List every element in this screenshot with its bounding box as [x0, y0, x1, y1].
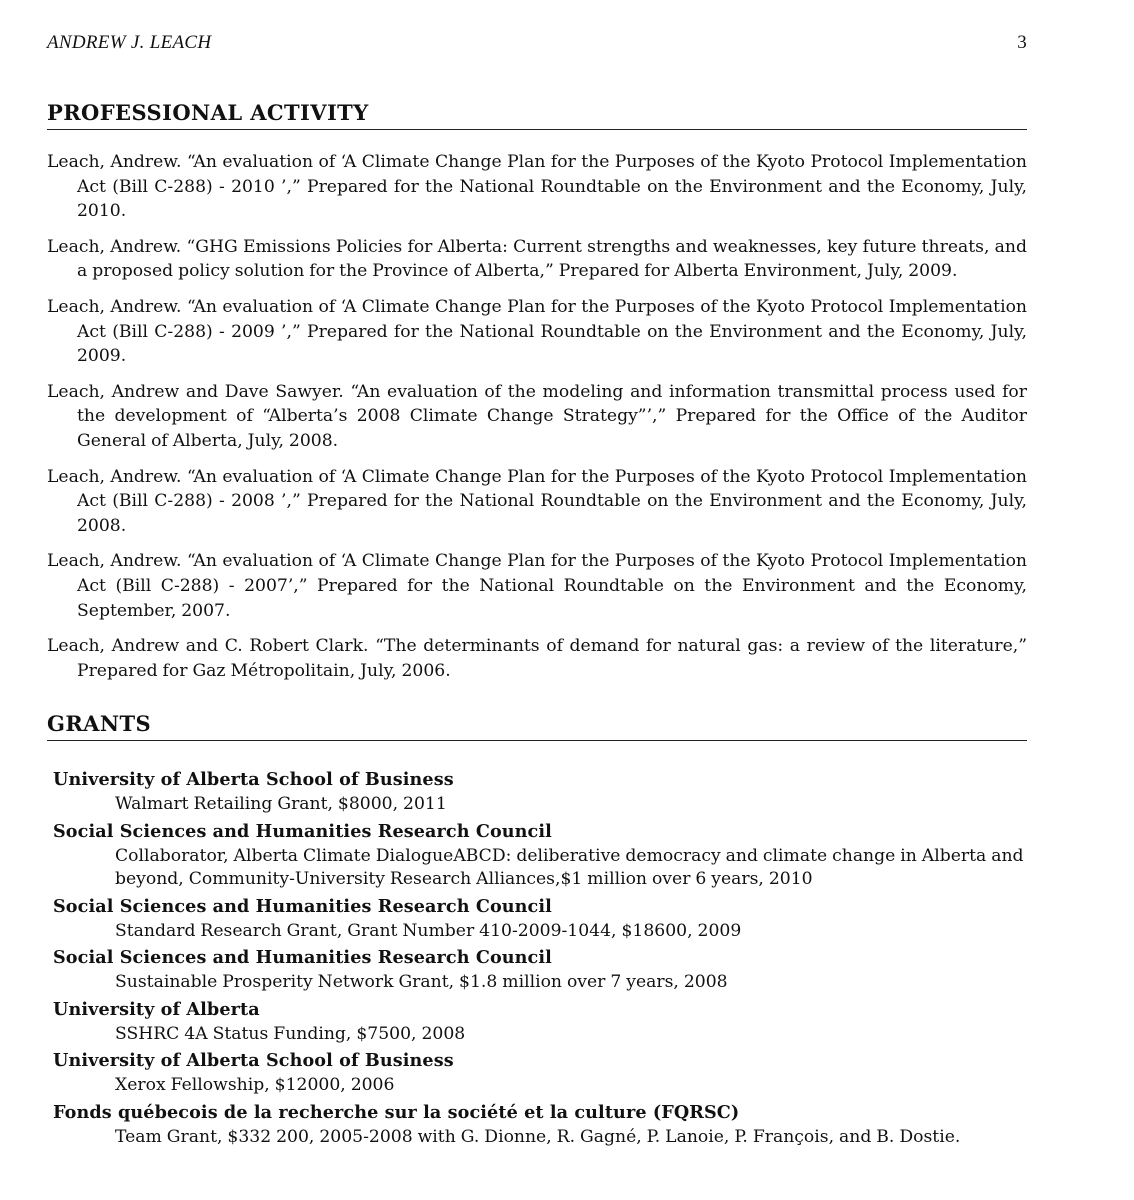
grant-item [53, 1100, 1027, 1150]
professional-activity-list [47, 150, 1027, 683]
grant-organization: University of Alberta School of Business [53, 769, 454, 791]
grant-organization: Social Sciences and Humanities Research Council [53, 947, 552, 969]
grant-organization: University of Alberta [53, 998, 260, 1020]
grant-detail: Collaborator, Alberta Climate DialogueABCD: deliberative democracy and climate change in Alberta and beyond, Community-University Research Alliances,$1 million over 6 years, 2010 [115, 845, 1024, 890]
section-title-grants: GRANTS [47, 711, 1027, 741]
grant-organization: Social Sciences and Humanities Research Council [53, 895, 552, 917]
running-header-author: ANDREW J. LEACH [47, 32, 212, 53]
grant-detail: Walmart Retailing Grant, $8000, 2011 [115, 794, 447, 815]
grant-detail: Xerox Fellowship, $12000, 2006 [115, 1075, 395, 1096]
activity-entry: Leach, Andrew and Dave Sawyer. “An evaluation of the modeling and information transmittal process used for the development of “Alberta’s 2008 Climate Change Strategy”’,” Prepared for the Office of the Auditor General of Alberta, July, 2008. [47, 381, 1027, 451]
page-number: 3 [1017, 32, 1027, 53]
grant-detail: Standard Research Grant, Grant Number 410-2009-1044, $18600, 2009 [115, 920, 742, 941]
grant-organization: University of Alberta School of Business [53, 1050, 454, 1072]
grant-detail: SSHRC 4A Status Funding, $7500, 2008 [115, 1023, 466, 1044]
grants-list [47, 767, 1027, 1149]
grant-organization: Fonds québecois de la recherche sur la société et la culture (FQRSC) [53, 1101, 740, 1123]
activity-entry: Leach, Andrew and C. Robert Clark. “The determinants of demand for natural gas: a review of the literature,” Prepared for Gaz Métropolitain, July, 2006. [47, 636, 1027, 681]
activity-entry: Leach, Andrew. “GHG Emissions Policies for Alberta: Current strengths and weaknesses, key future threats, and a proposed policy solution for the Province of Alberta,” Prepared for Alberta Environment, July, 2009. [47, 236, 1027, 282]
grant-organization: Social Sciences and Humanities Research Council [53, 820, 552, 842]
grant-item [53, 997, 1027, 1047]
grant-item [53, 894, 1027, 944]
grant-item [53, 1048, 1027, 1098]
grant-item [53, 945, 1027, 995]
document-page [47, 28, 1027, 1151]
grant-detail: Team Grant, $332 200, 2005-2008 with G. Dionne, R. Gagné, P. Lanoie, P. François, and B. Dostie. [115, 1126, 961, 1147]
activity-entry: Leach, Andrew. “An evaluation of ‘A Climate Change Plan for the Purposes of the Kyoto Protocol Implementation Act (Bill C-288) - 2009 ’,” Prepared for the National Roundtable on the Environment and the Economy, July, 2009. [47, 296, 1027, 367]
grant-item [53, 819, 1027, 892]
section-title-professional-activity: PROFESSIONAL ACTIVITY [47, 100, 1027, 130]
activity-entry: Leach, Andrew. “An evaluation of ‘A Climate Change Plan for the Purposes of the Kyoto Protocol Implementation Act (Bill C-288) - 2010 ’,” Prepared for the National Roundtable on the Environment and the Economy, July, 2010. [47, 152, 1027, 222]
activity-entry: Leach, Andrew. “An evaluation of ‘A Climate Change Plan for the Purposes of the Kyoto Protocol Implementation Act (Bill C-288) - 2008 ’,” Prepared for the National Roundtable on the Environment and the Economy, July, 2008. [47, 466, 1027, 536]
grant-item [53, 767, 1027, 817]
grant-detail: Sustainable Prosperity Network Grant, $1.8 million over 7 years, 2008 [115, 972, 728, 993]
activity-entry: Leach, Andrew. “An evaluation of ‘A Climate Change Plan for the Purposes of the Kyoto Protocol Implementation Act (Bill C-288) - 2007’,” Prepared for the National Roundtable on the Environment and the Economy, September, 2007. [47, 551, 1027, 621]
running-header [47, 28, 1027, 60]
